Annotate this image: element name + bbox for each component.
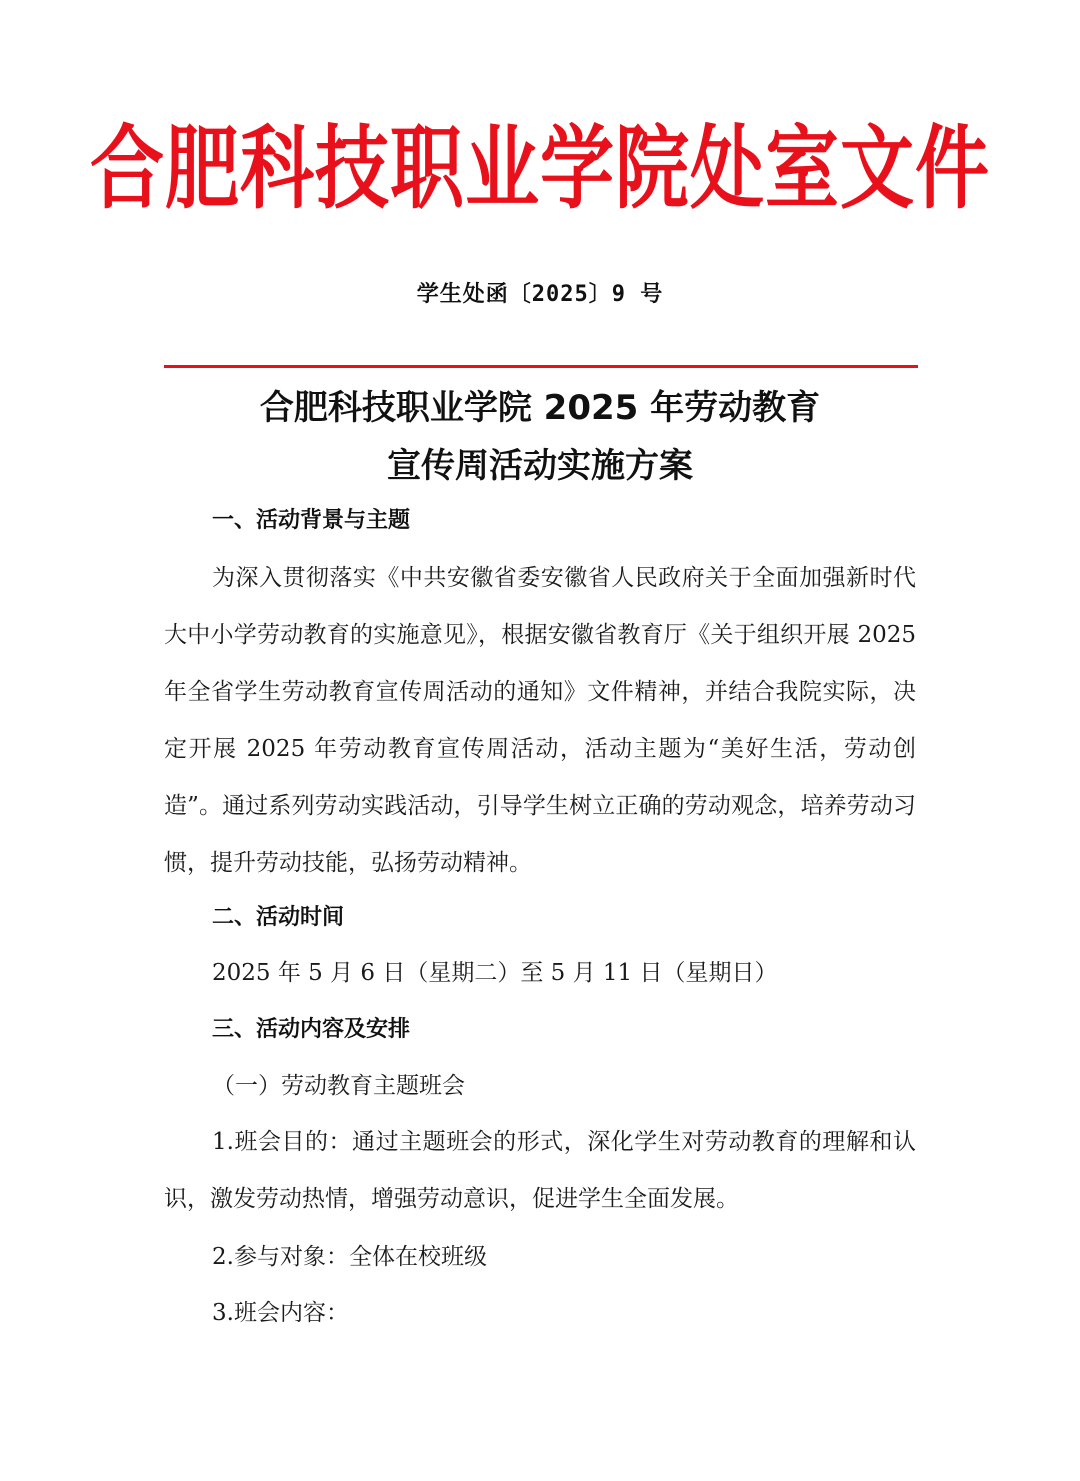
section-1-heading: 一、活动背景与主题 (212, 508, 411, 533)
section-3-item-2: 2.参与对象：全体在校班级 (212, 1244, 487, 1270)
section-2-heading: 二、活动时间 (212, 905, 345, 930)
section-2-body: 2025 年 5 月 6 日（星期二）至 5 月 11 日（星期日） (212, 960, 778, 986)
document-title-line-2: 宣传周活动实施方案 (387, 446, 693, 486)
section-3-heading: 三、活动内容及安排 (212, 1017, 411, 1042)
document-number: 学生处函〔2025〕9 号 (416, 282, 664, 307)
section-3-item-1: 1.班会目的：通过主题班会的形式，深化学生对劳动教育的理解和认识，激发劳动热情，增强劳动意识，促进学生全面发展。 (164, 1129, 916, 1212)
red-header-title: 合肥科技职业学院处室文件 (90, 116, 990, 222)
section-1-body: 为深入贯彻落实《中共安徽省委安徽省人民政府关于全面加强新时代大中小学劳动教育的实施意见》，根据安徽省教育厅《关于组织开展 2025 年全省学生劳动教育宣传周活动的通知》文件精神，并结合我院实际，决定开展 2025 年劳动教育宣传周活动，活动主题为“美好生活，劳动创造”。通过系列劳动实践活动，引导学生树立正确的劳动观念，培养劳动习惯，提升劳动技能，弘扬劳动精神。 (164, 565, 916, 876)
section-3-item-3: 3.班会内容： (212, 1300, 349, 1326)
section-3-subheading: （一）劳动教育主题班会 (212, 1073, 465, 1099)
document-title-line-1: 合肥科技职业学院 2025 年劳动教育 (259, 388, 821, 428)
red-divider-line (164, 365, 918, 368)
